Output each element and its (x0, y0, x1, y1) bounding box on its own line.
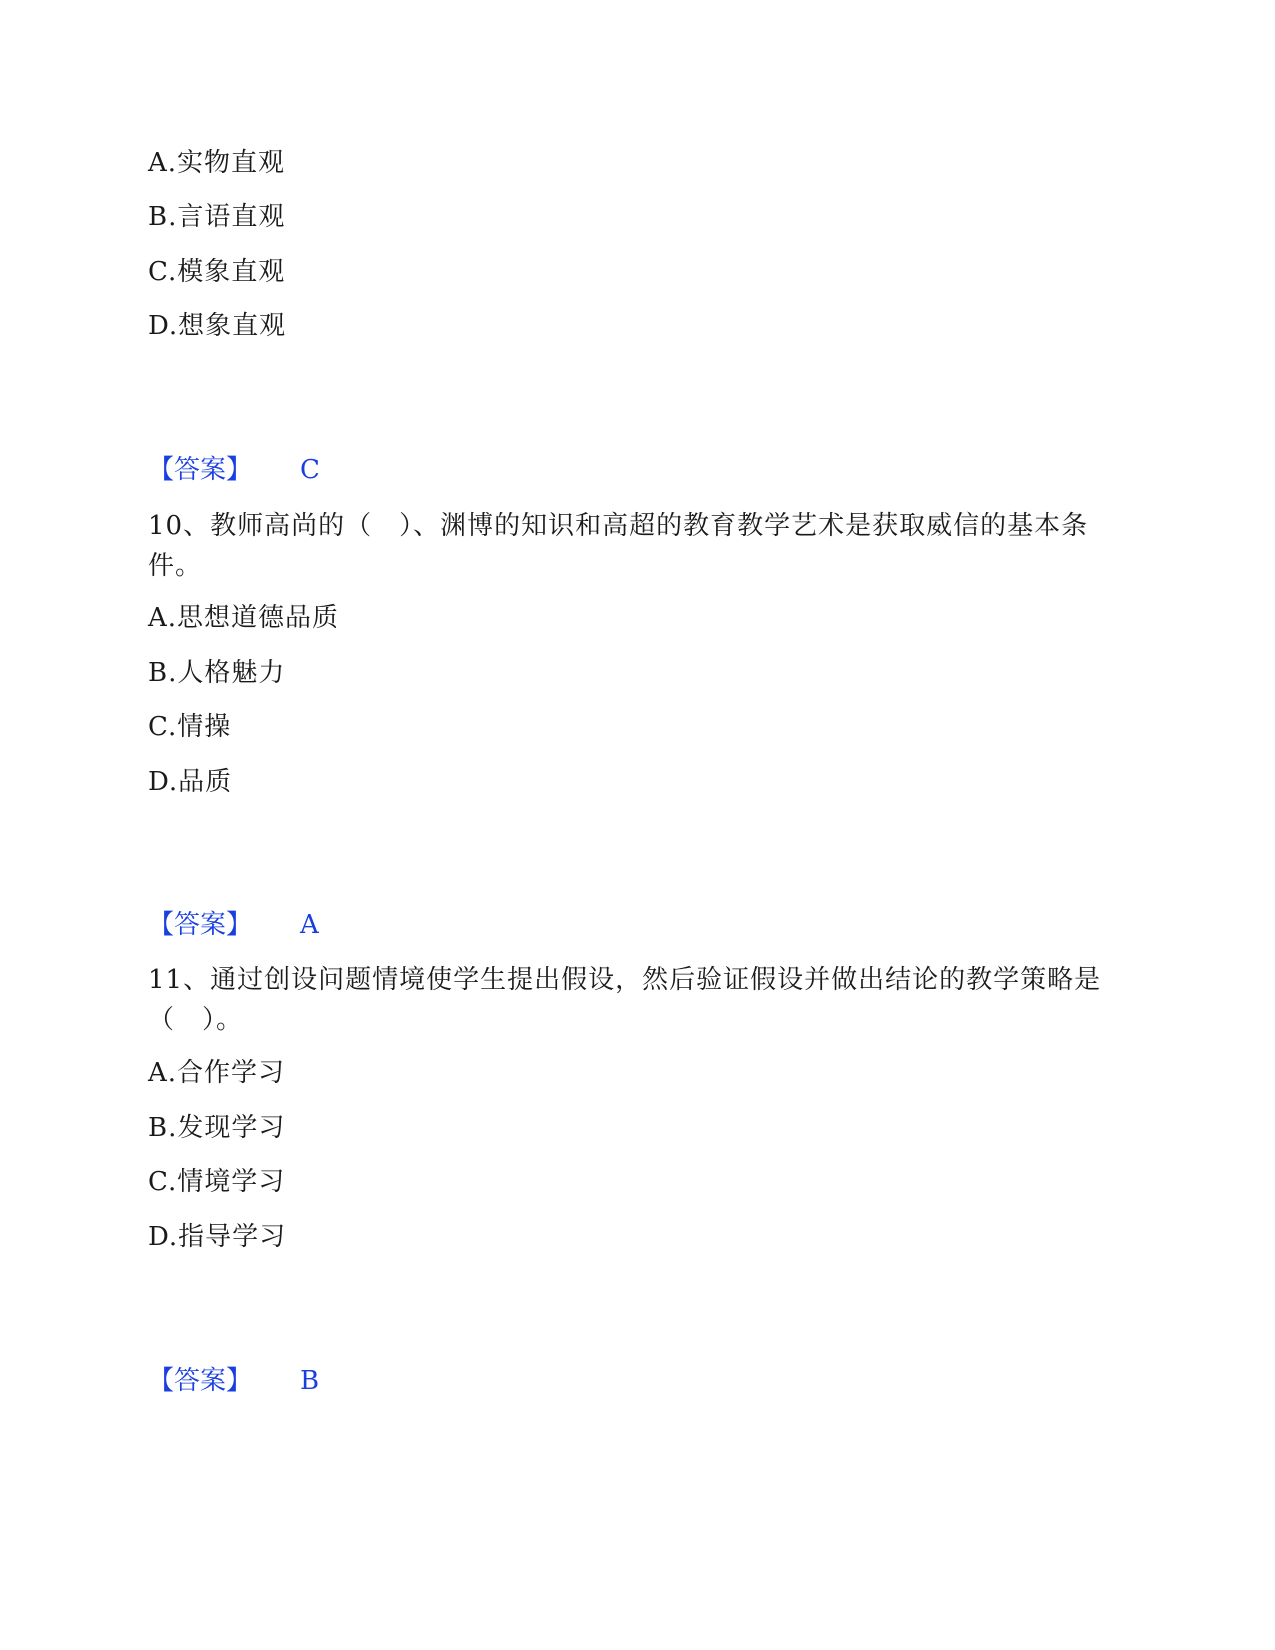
answer-label: 【答案】 (148, 455, 253, 485)
answer-line (148, 1366, 319, 1396)
option-d: D.想象直观 (148, 311, 287, 341)
option-c: C.情操 (148, 712, 232, 742)
option-d: D.指导学习 (148, 1222, 287, 1252)
answer-label: 【答案】 (148, 910, 253, 940)
question-stem: 10、教师高尚的（ ）、渊博的知识和高超的教育教学艺术是获取威信的基本条件。 (148, 511, 1089, 581)
answer-value: C (300, 455, 320, 485)
option-c: C.情境学习 (148, 1167, 286, 1197)
option-c: C.模象直观 (148, 257, 286, 287)
question-stem: 11、通过创设问题情境使学生提出假设，然后验证假设并做出结论的教学策略是（ ）。 (148, 965, 1102, 1035)
option-b: B.言语直观 (148, 202, 286, 232)
option-b: B.人格魅力 (148, 658, 286, 688)
option-a: A.思想道德品质 (148, 603, 340, 633)
option-a: A.合作学习 (148, 1058, 286, 1088)
answer-value: A (300, 910, 319, 940)
answer-line (148, 455, 320, 485)
option-b: B.发现学习 (148, 1113, 286, 1143)
option-a: A.实物直观 (148, 148, 286, 178)
answer-line (148, 910, 319, 940)
option-d: D.品质 (148, 767, 233, 797)
answer-label: 【答案】 (148, 1366, 253, 1396)
answer-value: B (300, 1366, 320, 1396)
